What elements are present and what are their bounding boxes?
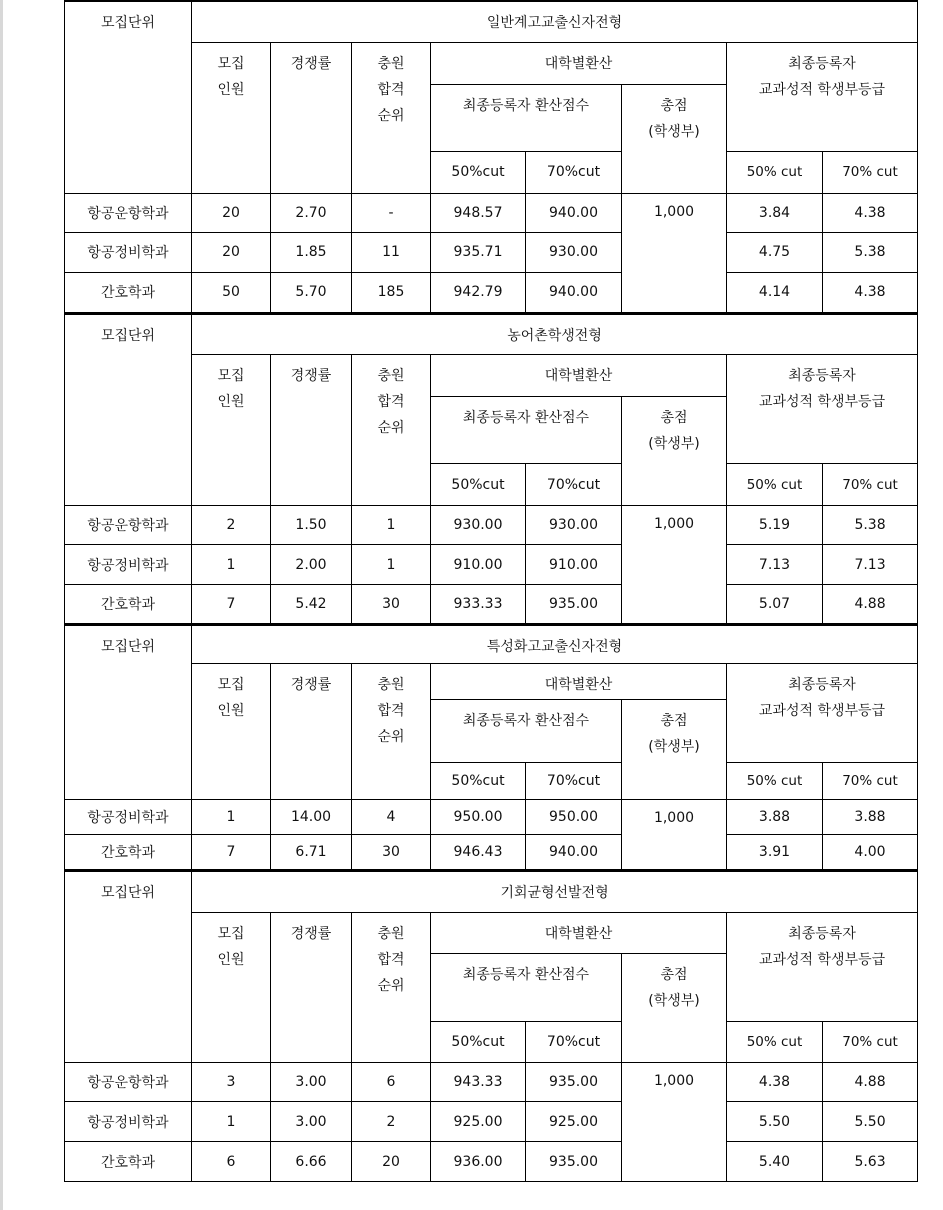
- table-row: [65, 272, 918, 312]
- header-line: 합격: [377, 81, 405, 98]
- header-line: 최종등록자: [788, 926, 856, 942]
- rank-header: [352, 42, 431, 193]
- total-score: 1,000: [622, 799, 727, 869]
- header-row: [65, 913, 918, 954]
- univ-header: 대학별환산: [431, 913, 727, 954]
- ratio-header: 경쟁률: [271, 42, 352, 193]
- data-cell: 930.00: [431, 506, 526, 545]
- header-line: 인원: [217, 702, 245, 719]
- header-line: 인원: [217, 81, 245, 98]
- header-line: 충원: [377, 368, 405, 384]
- data-cell: 185: [352, 272, 431, 312]
- final-score-header: 최종등록자 환산점수: [431, 84, 622, 151]
- quota-header: [192, 42, 271, 193]
- data-cell: 3: [192, 1063, 271, 1102]
- data-cell: 950.00: [431, 799, 526, 834]
- data-cell: 5.50: [823, 1102, 918, 1142]
- data-cell: 2: [352, 1102, 431, 1142]
- data-cell: 1.85: [271, 232, 352, 272]
- data-cell: 943.33: [431, 1063, 526, 1102]
- table-row: [65, 585, 918, 624]
- data-cell: 930.00: [526, 506, 622, 545]
- data-cell: 4.75: [727, 232, 823, 272]
- header-line: 총점: [660, 410, 688, 426]
- rank-header: [352, 913, 431, 1063]
- data-cell: 925.00: [431, 1102, 526, 1142]
- header-line: 총점: [660, 967, 688, 983]
- quota-header: [192, 663, 271, 799]
- data-cell: 50: [192, 272, 271, 312]
- department-name: 간호학과: [65, 272, 192, 312]
- grade-header: [727, 913, 918, 1022]
- cut50-header: 50%cut: [431, 464, 526, 506]
- header-row: [65, 1, 918, 42]
- data-cell: 30: [352, 834, 431, 869]
- data-cell: 2: [192, 506, 271, 545]
- final-score-header: 최종등록자 환산점수: [431, 397, 622, 464]
- cut70-header: 70%cut: [526, 151, 622, 193]
- data-cell: 20: [192, 193, 271, 232]
- table-row: [65, 545, 918, 585]
- total-score: 1,000: [622, 506, 727, 624]
- data-cell: 940.00: [526, 193, 622, 232]
- cut70-header: 70%cut: [526, 1022, 622, 1063]
- department-name: 항공운항학과: [65, 193, 192, 232]
- grade-cut50-header: 50% cut: [727, 464, 823, 506]
- section-title: 농어촌학생전형: [192, 314, 918, 355]
- header-row: [65, 355, 918, 397]
- header-line: 교과성적 학생부등급: [758, 394, 886, 410]
- grade-header: [727, 355, 918, 464]
- header-line: 충원: [377, 55, 405, 72]
- section-table: [64, 313, 918, 625]
- data-cell: 933.33: [431, 585, 526, 624]
- data-cell: 1.50: [271, 506, 352, 545]
- data-cell: 6.66: [271, 1142, 352, 1182]
- header-line: 모집: [217, 55, 245, 72]
- header-line: 충원: [377, 676, 405, 693]
- total-header: [622, 699, 727, 799]
- data-cell: 3.91: [727, 834, 823, 869]
- table-row: [65, 1102, 918, 1142]
- cut70-header: 70%cut: [526, 762, 622, 799]
- cut50-header: 50%cut: [431, 151, 526, 193]
- department-name: 간호학과: [65, 1142, 192, 1182]
- grade-header: [727, 42, 918, 151]
- data-cell: 942.79: [431, 272, 526, 312]
- cut50-header: 50%cut: [431, 762, 526, 799]
- quota-header: [192, 913, 271, 1063]
- data-cell: 5.42: [271, 585, 352, 624]
- admission-results-tables: [64, 0, 918, 1182]
- data-cell: 946.43: [431, 834, 526, 869]
- header-row: [65, 663, 918, 699]
- data-cell: 5.70: [271, 272, 352, 312]
- data-cell: 7: [192, 585, 271, 624]
- data-cell: 3.88: [823, 799, 918, 834]
- ratio-header: 경쟁률: [271, 355, 352, 506]
- data-cell: 5.40: [727, 1142, 823, 1182]
- data-cell: 1: [192, 1102, 271, 1142]
- total-score: 1,000: [622, 1063, 727, 1182]
- data-cell: 935.71: [431, 232, 526, 272]
- ratio-header: 경쟁률: [271, 913, 352, 1063]
- header-line: 순위: [377, 107, 405, 124]
- table-row: [65, 506, 918, 545]
- univ-header: 대학별환산: [431, 42, 727, 84]
- data-cell: 4.38: [727, 1063, 823, 1102]
- data-cell: 1: [352, 506, 431, 545]
- data-cell: 14.00: [271, 799, 352, 834]
- unit-header: 모집단위: [65, 625, 192, 799]
- left-edge: [0, 0, 3, 1210]
- grade-cut50-header: 50% cut: [727, 151, 823, 193]
- department-name: 간호학과: [65, 585, 192, 624]
- header-line: 교과성적 학생부등급: [758, 81, 886, 98]
- grade-cut70-header: 70% cut: [823, 464, 918, 506]
- data-cell: 2.00: [271, 545, 352, 585]
- header-line: 순위: [377, 420, 405, 436]
- data-cell: 4.38: [823, 272, 918, 312]
- section-title: 일반계고교출신자전형: [192, 1, 918, 42]
- department-name: 항공정비학과: [65, 1102, 192, 1142]
- header-line: 최종등록자: [788, 55, 856, 72]
- final-score-header: 최종등록자 환산점수: [431, 699, 622, 762]
- data-cell: 4.88: [823, 1063, 918, 1102]
- department-name: 항공운항학과: [65, 1063, 192, 1102]
- header-line: 교과성적 학생부등급: [758, 702, 886, 719]
- data-cell: 910.00: [526, 545, 622, 585]
- header-line: 인원: [217, 394, 245, 410]
- data-cell: 11: [352, 232, 431, 272]
- header-row: [65, 871, 918, 913]
- header-line: 총점: [660, 97, 688, 114]
- data-cell: 3.00: [271, 1063, 352, 1102]
- header-line: 충원: [377, 926, 405, 942]
- data-cell: 1: [192, 545, 271, 585]
- data-cell: 4.14: [727, 272, 823, 312]
- table-row: [65, 1063, 918, 1102]
- data-cell: 3.00: [271, 1102, 352, 1142]
- grade-header: [727, 663, 918, 762]
- univ-header: 대학별환산: [431, 663, 727, 699]
- data-cell: 5.50: [727, 1102, 823, 1142]
- grade-cut70-header: 70% cut: [823, 1022, 918, 1063]
- data-cell: 7.13: [727, 545, 823, 585]
- department-name: 간호학과: [65, 834, 192, 869]
- table-row: [65, 232, 918, 272]
- table-row: [65, 1142, 918, 1182]
- department-name: 항공운항학과: [65, 506, 192, 545]
- header-line: 모집: [217, 926, 245, 942]
- data-cell: 910.00: [431, 545, 526, 585]
- department-name: 항공정비학과: [65, 799, 192, 834]
- header-line: (학생부): [648, 436, 700, 452]
- section-table: [64, 0, 918, 313]
- final-score-header: 최종등록자 환산점수: [431, 954, 622, 1022]
- data-cell: 935.00: [526, 585, 622, 624]
- section-table: [64, 624, 918, 870]
- header-line: 합격: [377, 702, 405, 719]
- data-cell: 940.00: [526, 272, 622, 312]
- data-cell: 4: [352, 799, 431, 834]
- data-cell: 930.00: [526, 232, 622, 272]
- header-line: 교과성적 학생부등급: [758, 952, 886, 968]
- total-header: [622, 397, 727, 506]
- header-line: 최종등록자: [788, 368, 856, 384]
- header-line: 인원: [217, 952, 245, 968]
- quota-header: [192, 355, 271, 506]
- rank-header: [352, 663, 431, 799]
- header-row: [65, 314, 918, 355]
- data-cell: 3.88: [727, 799, 823, 834]
- header-line: (학생부): [648, 738, 700, 755]
- data-cell: 948.57: [431, 193, 526, 232]
- data-cell: 7.13: [823, 545, 918, 585]
- data-cell: 30: [352, 585, 431, 624]
- data-cell: 5.19: [727, 506, 823, 545]
- rank-header: [352, 355, 431, 506]
- data-cell: 940.00: [526, 834, 622, 869]
- table-row: [65, 193, 918, 232]
- data-cell: 6: [352, 1063, 431, 1102]
- data-cell: 5.38: [823, 506, 918, 545]
- unit-header: 모집단위: [65, 314, 192, 506]
- header-line: (학생부): [648, 123, 700, 140]
- data-cell: 4.38: [823, 193, 918, 232]
- cut50-header: 50%cut: [431, 1022, 526, 1063]
- header-line: 모집: [217, 676, 245, 693]
- grade-cut50-header: 50% cut: [727, 762, 823, 799]
- data-cell: 950.00: [526, 799, 622, 834]
- header-line: (학생부): [648, 993, 700, 1009]
- header-line: 순위: [377, 978, 405, 994]
- total-score: 1,000: [622, 193, 727, 312]
- data-cell: 7: [192, 834, 271, 869]
- data-cell: 6.71: [271, 834, 352, 869]
- data-cell: 2.70: [271, 193, 352, 232]
- grade-cut70-header: 70% cut: [823, 762, 918, 799]
- header-line: 모집: [217, 368, 245, 384]
- ratio-header: 경쟁률: [271, 663, 352, 799]
- header-line: 최종등록자: [788, 676, 856, 693]
- data-cell: 4.88: [823, 585, 918, 624]
- grade-cut70-header: 70% cut: [823, 151, 918, 193]
- data-cell: 20: [352, 1142, 431, 1182]
- data-cell: 5.63: [823, 1142, 918, 1182]
- grade-cut50-header: 50% cut: [727, 1022, 823, 1063]
- data-cell: 936.00: [431, 1142, 526, 1182]
- data-cell: 935.00: [526, 1063, 622, 1102]
- department-name: 항공정비학과: [65, 232, 192, 272]
- section-title: 기회균형선발전형: [192, 871, 918, 913]
- department-name: 항공정비학과: [65, 545, 192, 585]
- total-header: [622, 84, 727, 193]
- section-title: 특성화고교출신자전형: [192, 625, 918, 663]
- section-table: [64, 870, 918, 1183]
- data-cell: 1: [192, 799, 271, 834]
- data-cell: 925.00: [526, 1102, 622, 1142]
- unit-header: 모집단위: [65, 1, 192, 193]
- data-cell: 5.38: [823, 232, 918, 272]
- univ-header: 대학별환산: [431, 355, 727, 397]
- unit-header: 모집단위: [65, 871, 192, 1063]
- data-cell: 6: [192, 1142, 271, 1182]
- header-row: [65, 42, 918, 84]
- header-line: 합격: [377, 952, 405, 968]
- data-cell: -: [352, 193, 431, 232]
- table-row: [65, 834, 918, 869]
- header-line: 순위: [377, 728, 405, 745]
- data-cell: 935.00: [526, 1142, 622, 1182]
- header-line: 합격: [377, 394, 405, 410]
- data-cell: 5.07: [727, 585, 823, 624]
- table-row: [65, 799, 918, 834]
- data-cell: 3.84: [727, 193, 823, 232]
- header-row: [65, 625, 918, 663]
- header-line: 총점: [660, 712, 688, 729]
- data-cell: 20: [192, 232, 271, 272]
- data-cell: 1: [352, 545, 431, 585]
- data-cell: 4.00: [823, 834, 918, 869]
- total-header: [622, 954, 727, 1063]
- cut70-header: 70%cut: [526, 464, 622, 506]
